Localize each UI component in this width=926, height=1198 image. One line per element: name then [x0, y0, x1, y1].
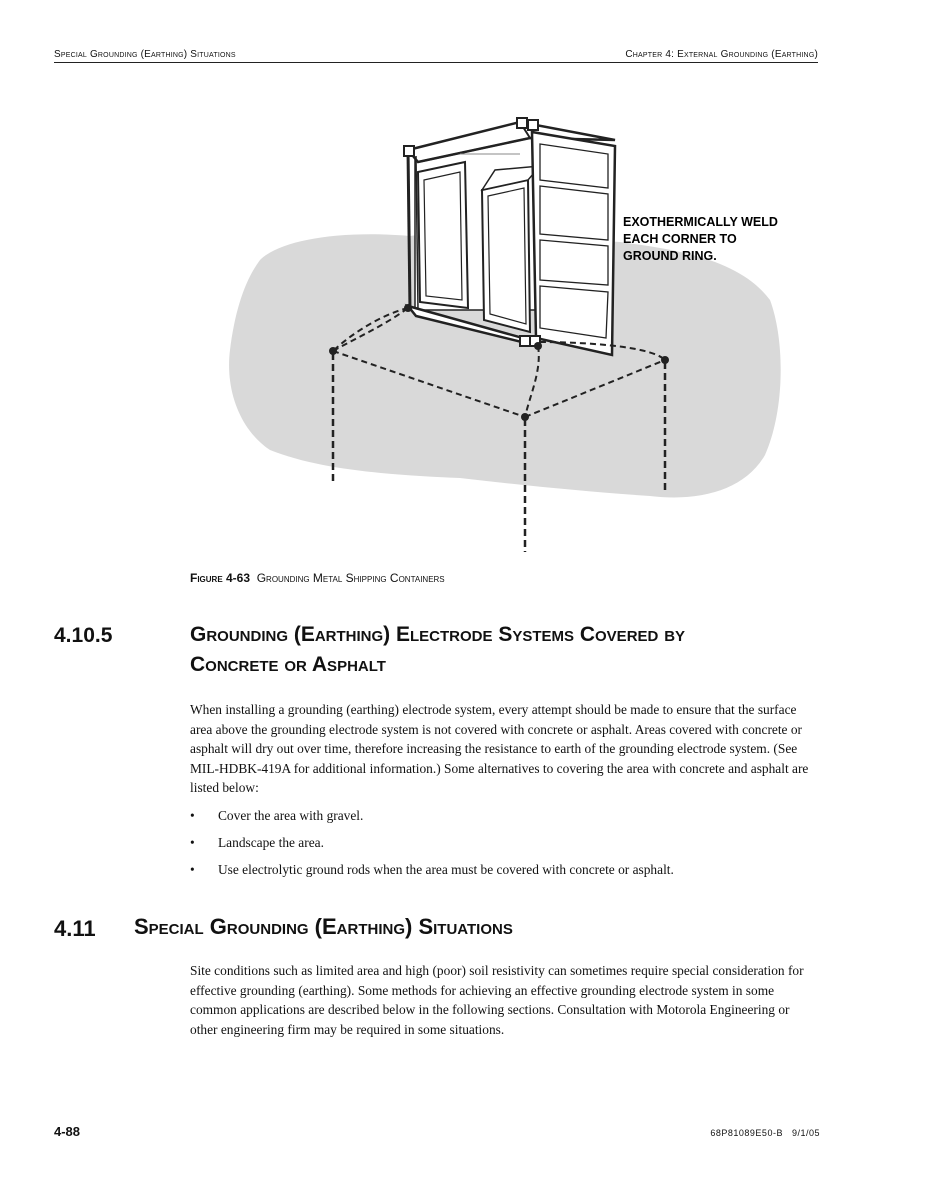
section-title-4-11: Special Grounding (Earthing) Situations: [134, 914, 513, 939]
bullet-icon: •: [190, 808, 195, 823]
document-date: 9/1/05: [791, 1128, 820, 1138]
list-item-text: Use electrolytic ground rods when the area must be covered with concrete or asphalt.: [218, 862, 674, 877]
callout-line-2: EACH CORNER TO: [623, 232, 737, 246]
section-title-line-1: Grounding (Earthing) Electrode Systems Covered by: [190, 623, 686, 646]
corner-casting: [517, 118, 527, 128]
section-title-line-2: Concrete or Asphalt: [190, 653, 386, 676]
figure-caption: [190, 571, 445, 585]
alternatives-list: [190, 808, 820, 889]
section-4-10-5-paragraph: When installing a grounding (earthing) electrode system, every attempt should be made to ensure that the surface area above the grounding electrode system is not covered with concrete or asphalt. Areas covered with concrete or asphalt will dry out over time, therefore increasing the resistance to earth of the grounding electrode system. (See MIL-HDBK-419A for additional information.) Some alternatives to covering the area with concrete and asphalt are listed below:: [190, 702, 809, 796]
document-id: 68P81089E50-B: [710, 1128, 783, 1138]
header-rule: [54, 62, 818, 63]
section-number-4-10-5: 4.10.5: [54, 624, 113, 647]
section-title-4-10-5: [190, 620, 685, 680]
list-item: [190, 835, 820, 862]
bullet-icon: •: [190, 862, 195, 877]
figure-caption-title: Grounding Metal Shipping Containers: [256, 571, 445, 585]
figure-caption-number: Figure 4-63: [190, 571, 251, 585]
running-header-left: Special Grounding (Earthing) Situations: [54, 49, 236, 60]
section-number-4-11: 4.11: [54, 916, 96, 941]
corner-casting: [520, 336, 530, 346]
bullet-icon: •: [190, 835, 195, 850]
footer-doc-info: [710, 1128, 820, 1138]
section-4-11-paragraph: Site conditions such as limited area and high (poor) soil resistivity can sometimes require special consideration for effective grounding (earthing). Some methods for achieving an effective grounding electrode system in some common applications are described below in the following sections. Consultation with Motorola Engineering or other engineering firm may be required in some situations.: [190, 963, 804, 1037]
running-header-right: Chapter 4: External Grounding (Earthing): [625, 49, 818, 60]
weld-point: [534, 342, 542, 350]
weld-point: [661, 356, 669, 364]
shipping-container-grounding-figure: [220, 110, 820, 560]
corner-casting: [404, 146, 414, 156]
list-item: [190, 808, 820, 835]
page-number: 4-88: [54, 1124, 81, 1139]
callout-line-1: EXOTHERMICALLY WELD: [623, 215, 778, 229]
corner-casting: [528, 120, 538, 130]
callout-line-3: GROUND RING.: [623, 249, 717, 263]
list-item: [190, 862, 820, 889]
list-item-text: Cover the area with gravel.: [218, 808, 364, 823]
weld-point: [329, 347, 337, 355]
list-item-text: Landscape the area.: [218, 835, 324, 850]
weld-point: [521, 413, 529, 421]
weld-point: [404, 304, 412, 312]
